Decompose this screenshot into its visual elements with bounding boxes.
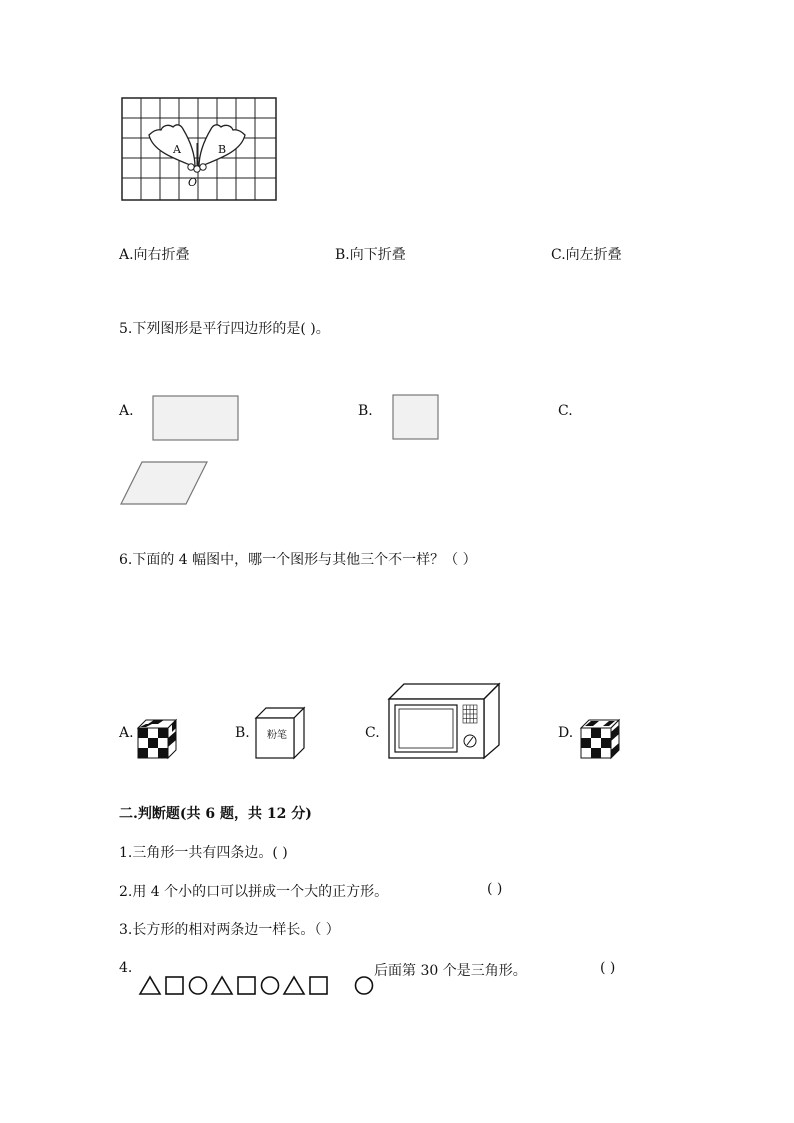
- chalk-box-label: 粉笔: [267, 730, 287, 741]
- checkered-cube-a-icon: [136, 718, 178, 760]
- microwave-icon: [386, 681, 502, 760]
- judge-item-4-number: 4.: [119, 960, 133, 976]
- judge-item-3: 3.长方形的相对两条边一样长。（ ）: [119, 922, 340, 938]
- leaf-b-label: B: [218, 143, 227, 156]
- rectangle-shape: [152, 395, 239, 441]
- judge-item-4-answer[interactable]: ( ): [600, 960, 616, 976]
- leaf-a-label: A: [173, 143, 181, 156]
- q5-question: 5.下列图形是平行四边形的是( )。: [119, 321, 330, 337]
- q5-option-b[interactable]: B.: [358, 403, 373, 419]
- q5-option-c[interactable]: C.: [558, 403, 573, 419]
- q5-option-a[interactable]: A.: [119, 403, 134, 419]
- shape-sequence-figure: [137, 973, 377, 997]
- q6-question: 6.下面的 4 幅图中，哪一个图形与其他三个不一样？（ ）: [119, 552, 477, 568]
- q6-option-a[interactable]: A.: [119, 725, 134, 741]
- q6-option-b[interactable]: B.: [235, 725, 250, 741]
- section2-title: 二.判断题(共 6 题，共 12 分): [119, 806, 312, 822]
- q4-option-c[interactable]: C.向左折叠: [551, 247, 622, 263]
- judge-item-2: 2.用 4 个小的口可以拼成一个大的正方形。: [119, 884, 389, 900]
- q6-option-c[interactable]: C.: [365, 725, 380, 741]
- judge-item-1: 1.三角形一共有四条边。( ): [119, 845, 288, 861]
- square-shape: [392, 394, 439, 440]
- judge-item-2-answer[interactable]: ( ): [487, 881, 503, 897]
- origin-label: O: [188, 176, 198, 189]
- leaf-a-shape: [149, 125, 195, 167]
- parallelogram-shape: [120, 461, 208, 505]
- q4-option-a[interactable]: A.向右折叠: [119, 247, 190, 263]
- checkered-cube-d-icon: [579, 718, 621, 760]
- leaf-fold-figure: [121, 97, 277, 201]
- judge-item-4-text: 后面第 30 个是三角形。: [374, 963, 527, 979]
- q6-option-d[interactable]: D.: [558, 725, 574, 741]
- q4-option-b[interactable]: B.向下折叠: [335, 247, 406, 263]
